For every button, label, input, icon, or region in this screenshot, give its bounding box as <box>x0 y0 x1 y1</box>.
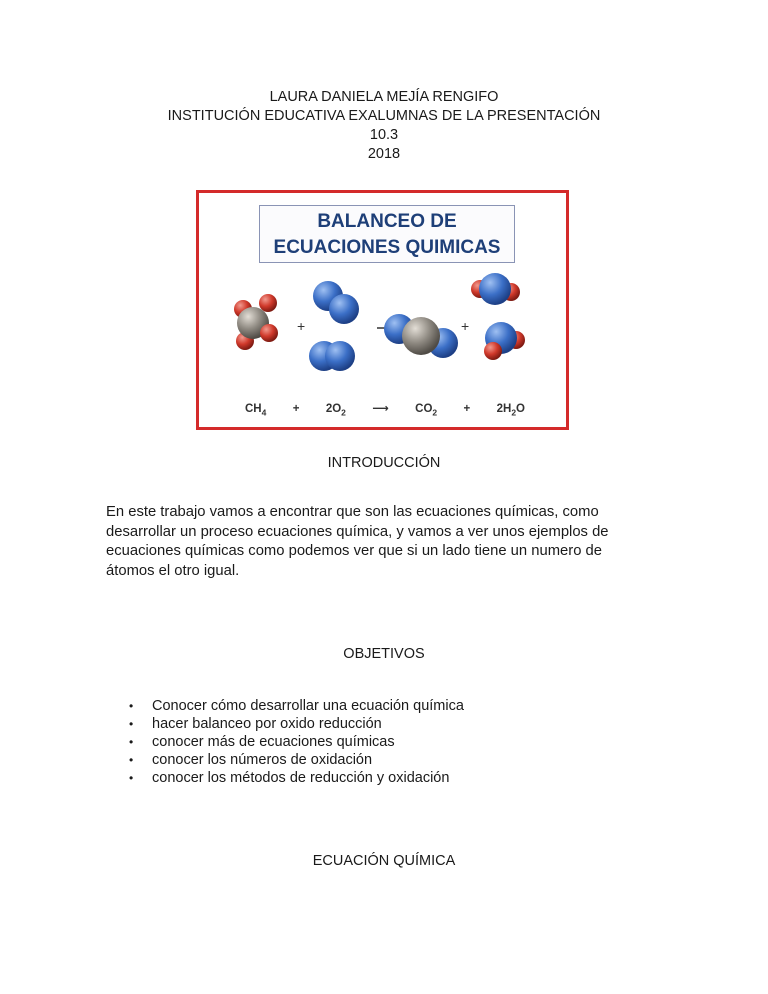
water-molecule-bottom <box>484 322 525 360</box>
chemical-equation <box>245 401 525 417</box>
list-item: • hacer balanceo por oxido reducción <box>129 716 382 732</box>
equation-plus-1: + <box>292 403 300 415</box>
bullet-icon: • <box>129 771 134 785</box>
oxygen-molecule-top <box>313 281 359 324</box>
objectives-list <box>126 697 464 787</box>
intro-line: átomos el otro igual. <box>106 562 240 579</box>
equation-product-h2o: $2H_2O$ <box>496 403 525 418</box>
equation-section-heading: ECUACIÓN QUÍMICA <box>312 853 456 869</box>
bullet-icon: • <box>129 699 134 713</box>
document-header <box>0 88 768 164</box>
plus-sign-1: + <box>297 318 306 334</box>
year-label: 2018 <box>367 146 401 162</box>
figure-title-line1: BALANCEO DE <box>317 211 457 232</box>
intro-paragraph <box>106 503 646 581</box>
list-item: • conocer los métodos de reducción y oxidación <box>129 770 450 786</box>
bullet-icon: • <box>129 735 134 749</box>
water-molecule-top <box>471 273 520 305</box>
objectives-heading: OBJETIVOS <box>343 646 425 662</box>
list-item: • Conocer cómo desarrollar una ecuación química <box>129 698 464 714</box>
equation-reactant-o2: $2O_2$ <box>325 403 346 418</box>
intro-line: En este trabajo vamos a encontrar que son las ecuaciones químicas, como <box>106 504 599 520</box>
author-name: LAURA DANIELA MEJÍA RENGIFO <box>269 89 499 105</box>
intro-line: desarrollar un proceso ecuaciones química, y vamos a ver unos ejemplos de <box>106 523 609 540</box>
plus-sign-2: + <box>461 318 470 334</box>
intro-line: ecuaciones químicas como podemos ver que si un lado tiene un numero de <box>106 543 602 559</box>
bullet-icon: • <box>129 753 134 767</box>
institution-name: INSTITUCIÓN EDUCATIVA EXALUMNAS DE LA PRESENTACIÓN <box>167 108 601 124</box>
equation-product-co2: $CO_2$ <box>415 403 438 418</box>
carbon-dioxide-molecule <box>384 314 458 358</box>
oxygen-molecule-bottom <box>309 341 355 371</box>
intro-heading: INTRODUCCIÓN <box>327 455 441 471</box>
grade-label: 10.3 <box>369 127 399 143</box>
bullet-icon: • <box>129 717 134 731</box>
equation-arrow: ⟶ <box>372 403 389 415</box>
figure-title-box <box>259 205 515 263</box>
methane-molecule <box>234 294 278 350</box>
equation-plus-2: + <box>463 403 471 415</box>
list-item: • conocer los números de oxidación <box>129 752 373 768</box>
balanceo-figure <box>196 190 569 430</box>
list-item: • conocer más de ecuaciones químicas <box>129 734 395 750</box>
equation-reactant-ch4: $CH_4$ <box>245 403 267 418</box>
figure-title-line2: ECUACIONES QUIMICAS <box>273 237 501 258</box>
